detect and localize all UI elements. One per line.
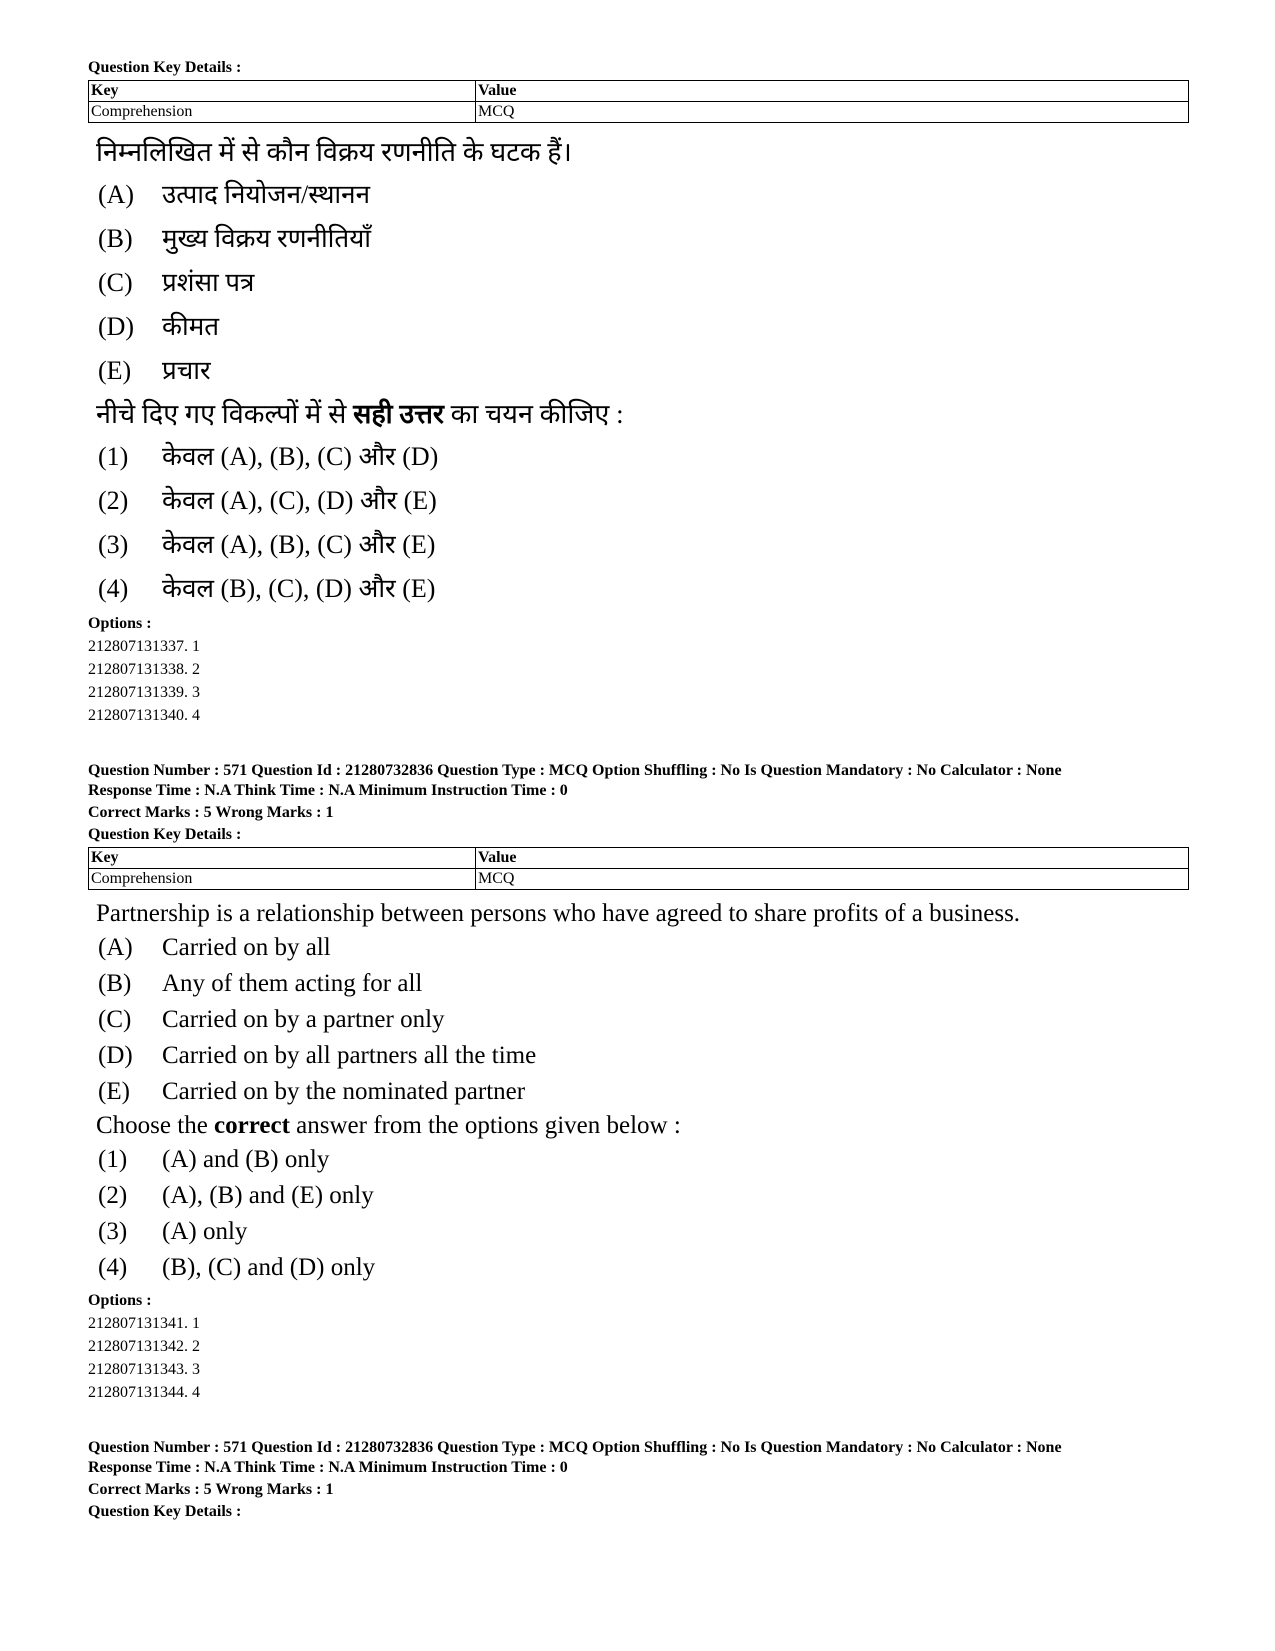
question-item <box>98 173 1188 217</box>
instruction-post: answer from the options given below : <box>289 1112 681 1139</box>
table-header-row <box>89 848 1189 869</box>
answer-choice <box>98 1250 1188 1286</box>
item-label: (E) <box>98 356 132 385</box>
option-item: 212807131342. 2 <box>88 1338 200 1355</box>
key-details-table <box>88 847 1189 890</box>
spacer <box>88 1404 1188 1438</box>
option-item: 212807131339. 3 <box>88 684 200 701</box>
key-details-label: Question Key Details : <box>88 59 242 76</box>
item-label: (E) <box>98 1078 130 1105</box>
question-instruction <box>96 1110 1188 1142</box>
options-label: Options : <box>88 615 152 632</box>
table-row <box>89 869 1189 890</box>
answer-choice <box>98 567 1188 611</box>
option-item: 212807131343. 3 <box>88 1361 200 1378</box>
answer-choice <box>98 479 1188 523</box>
question-marks: Correct Marks : 5 Wrong Marks : 1 <box>88 804 334 821</box>
table-header-row <box>89 81 1189 102</box>
item-text: Carried on by all partners all the time <box>162 1042 537 1069</box>
instruction-post: का चयन कीजिए : <box>443 399 624 429</box>
choice-text: (A) only <box>162 1218 248 1245</box>
question-hindi <box>88 135 1188 611</box>
item-text: Carried on by a partner only <box>162 1006 445 1033</box>
choice-label: (3) <box>98 530 129 559</box>
table-header-value: Value <box>476 848 1189 869</box>
answer-choice <box>98 1214 1188 1250</box>
question-item <box>98 217 1188 261</box>
choice-text: केवल (A), (B), (C) और (D) <box>162 442 439 471</box>
item-text: उत्पाद नियोजन/स्थानन <box>162 180 371 209</box>
question-item <box>98 1038 1188 1074</box>
key-details-label: Question Key Details : <box>88 1503 242 1520</box>
table-cell-value: MCQ <box>476 102 1189 123</box>
options-list <box>88 635 1188 727</box>
answer-choice <box>98 523 1188 567</box>
question-item <box>98 1002 1188 1038</box>
options-label: Options : <box>88 1292 152 1309</box>
instruction-pre: नीचे दिए गए विकल्पों में से <box>96 399 354 429</box>
choice-label: (3) <box>98 1218 128 1245</box>
option-item: 212807131337. 1 <box>88 638 200 655</box>
choice-text: (B), (C) and (D) only <box>162 1254 376 1281</box>
choice-text: (A) and (B) only <box>162 1146 330 1173</box>
question-item <box>98 1074 1188 1110</box>
question-stem: निम्नलिखित में से कौन विक्रय रणनीति के घटक हैं। <box>96 137 572 167</box>
answer-choice <box>98 1142 1188 1178</box>
choice-label: (1) <box>98 1146 128 1173</box>
question-meta-line1: Question Number : 571 Question Id : 21280732836 Question Type : MCQ Option Shuffling : No Is Question Mandatory : No Calculator : None <box>88 762 1062 779</box>
question-meta-line1: Question Number : 571 Question Id : 21280732836 Question Type : MCQ Option Shuffling : No Is Question Mandatory : No Calculator : None <box>88 1439 1062 1456</box>
key-details-label: Question Key Details : <box>88 826 242 843</box>
item-label: (A) <box>98 180 135 209</box>
table-cell-value: MCQ <box>476 869 1189 890</box>
instruction-bold: correct <box>214 1112 290 1139</box>
answer-choice <box>98 435 1188 479</box>
choice-label: (2) <box>98 486 129 515</box>
question-item <box>98 966 1188 1002</box>
answer-choice <box>98 1178 1188 1214</box>
item-label: (B) <box>98 970 132 997</box>
option-item: 212807131344. 4 <box>88 1384 200 1401</box>
question-item <box>98 930 1188 966</box>
item-label: (D) <box>98 1042 133 1069</box>
question-stem: Partnership is a relationship between persons who have agreed to share profits of a business. <box>96 900 1021 927</box>
question-item <box>98 305 1188 349</box>
item-label: (C) <box>98 268 133 297</box>
instruction-pre: Choose the <box>96 1112 215 1139</box>
question-meta-line2: Response Time : N.A Think Time : N.A Minimum Instruction Time : 0 <box>88 782 568 799</box>
item-text: प्रचार <box>162 356 211 385</box>
choice-label: (2) <box>98 1182 128 1209</box>
instruction-bold: सही उत्तर <box>353 399 444 429</box>
choice-text: (A), (B) and (E) only <box>162 1182 374 1209</box>
choice-text: केवल (B), (C), (D) और (E) <box>162 574 436 603</box>
item-label: (D) <box>98 312 135 341</box>
option-item: 212807131338. 2 <box>88 661 200 678</box>
table-row <box>89 102 1189 123</box>
question-item <box>98 349 1188 393</box>
item-label: (A) <box>98 934 133 961</box>
item-text: Any of them acting for all <box>162 970 423 997</box>
choice-label: (1) <box>98 442 129 471</box>
item-text: मुख्य विक्रय रणनीतियाँ <box>162 224 372 253</box>
item-text: कीमत <box>162 312 220 341</box>
table-cell-key: Comprehension <box>89 869 476 890</box>
choice-text: केवल (A), (B), (C) और (E) <box>162 530 436 559</box>
spacer <box>88 727 1188 761</box>
options-list <box>88 1312 1188 1404</box>
key-details-table <box>88 80 1189 123</box>
table-header-value: Value <box>476 81 1189 102</box>
table-header-key: Key <box>89 848 476 869</box>
question-item <box>98 261 1188 305</box>
choice-text: केवल (A), (C), (D) और (E) <box>162 486 437 515</box>
table-header-key: Key <box>89 81 476 102</box>
choice-label: (4) <box>98 1254 128 1281</box>
item-text: Carried on by all <box>162 934 331 961</box>
choice-label: (4) <box>98 574 129 603</box>
question-english <box>88 898 1188 1286</box>
question-instruction <box>96 397 1188 431</box>
option-item: 212807131340. 4 <box>88 707 200 724</box>
option-item: 212807131341. 1 <box>88 1315 200 1332</box>
document-page <box>88 58 1188 1522</box>
question-meta-line2: Response Time : N.A Think Time : N.A Minimum Instruction Time : 0 <box>88 1459 568 1476</box>
question-marks: Correct Marks : 5 Wrong Marks : 1 <box>88 1481 334 1498</box>
item-label: (B) <box>98 224 133 253</box>
item-text: Carried on by the nominated partner <box>162 1078 526 1105</box>
item-label: (C) <box>98 1006 132 1033</box>
item-text: प्रशंसा पत्र <box>162 268 255 297</box>
table-cell-key: Comprehension <box>89 102 476 123</box>
